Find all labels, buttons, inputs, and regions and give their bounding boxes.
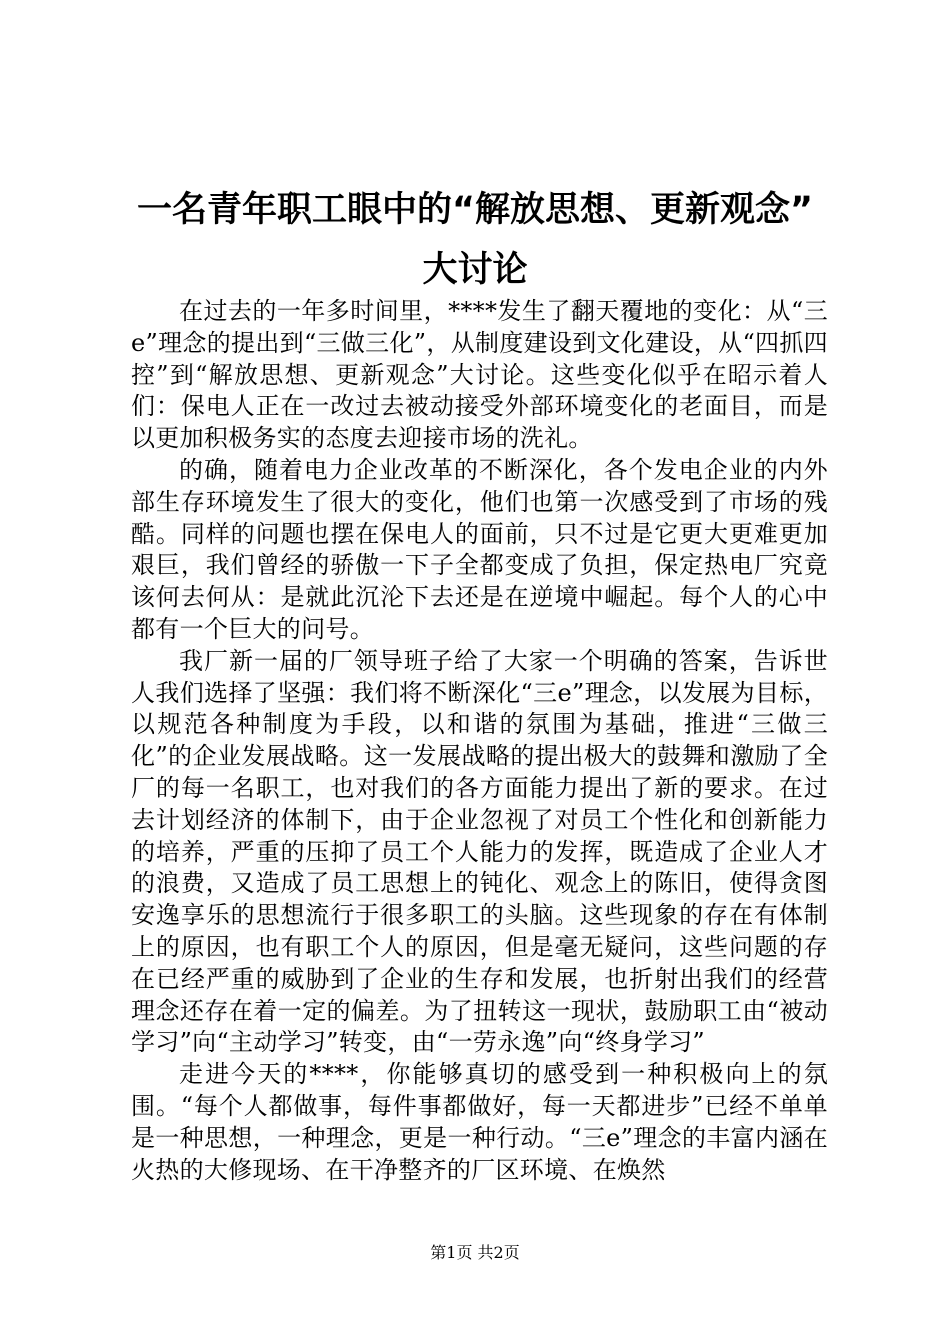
document-title-line-1: 一名青年职工眼中的“解放思想、更新观念”: [136, 190, 813, 230]
body-paragraph-1: 在过去的一年多时间里，****发生了翻天覆地的变化：从“三e”理念的提出到“三做三化”，从制度建设到文化建设，从“四抓四控”到“解放思想、更新观念”大讨论。这些变化似乎在昭示着人们：保电人正在一改过去被动接受外部环境变化的老面目，而是以更加积极务实的态度去迎接市场的洗礼。: [131, 297, 828, 453]
document-title-line-2: 大讨论: [422, 250, 528, 290]
body-paragraph-4: 走进今天的****，你能够真切的感受到一种积极向上的氛围。“每个人都做事，每件事都做好，每一天都进步”已经不单单是一种思想，一种理念，更是一种行动。“三e”理念的丰富内涵在火热的大修现场、在干净整齐的厂区环境、在焕然: [131, 1060, 828, 1184]
body-paragraph-3: 我厂新一届的厂领导班子给了大家一个明确的答案，告诉世人我们选择了坚强：我们将不断深化“三e”理念，以发展为目标，以规范各种制度为手段，以和谐的氛围为基础，推进“三做三化”的企业发展战略。这一发展战略的提出极大的鼓舞和激励了全厂的每一名职工，也对我们的各方面能力提出了新的要求。在过去计划经济的体制下，由于企业忽视了对员工个性化和创新能力的培养，严重的压抑了员工个人能力的发挥，既造成了企业人才的浪费，又造成了员工思想上的钝化、观念上的陈旧，使得贪图安逸享乐的思想流行于很多职工的头脑。这些现象的存在有体制上的原因，也有职工个人的原因，但是毫无疑问，这些问题的存在已经严重的威胁到了企业的生存和发展，也折射出我们的经营理念还存在着一定的偏差。为了扭转这一现状，鼓励职工由“被动学习”向“主动学习”转变，由“一劳永逸”向“终身学习”: [131, 646, 828, 1057]
document-body: [131, 296, 828, 1186]
body-paragraph-2: 的确，随着电力企业改革的不断深化，各个发电企业的内外部生存环境发生了很大的变化，他们也第一次感受到了市场的残酷。同样的问题也摆在保电人的面前，只不过是它更大更难更加艰巨，我们曾经的骄傲一下子全都变成了负担，保定热电厂究竟该何去何从：是就此沉沦下去还是在逆境中崛起。每个人的心中都有一个巨大的问号。: [131, 455, 828, 643]
page-footer: 第1页 共2页: [430, 1243, 520, 1262]
